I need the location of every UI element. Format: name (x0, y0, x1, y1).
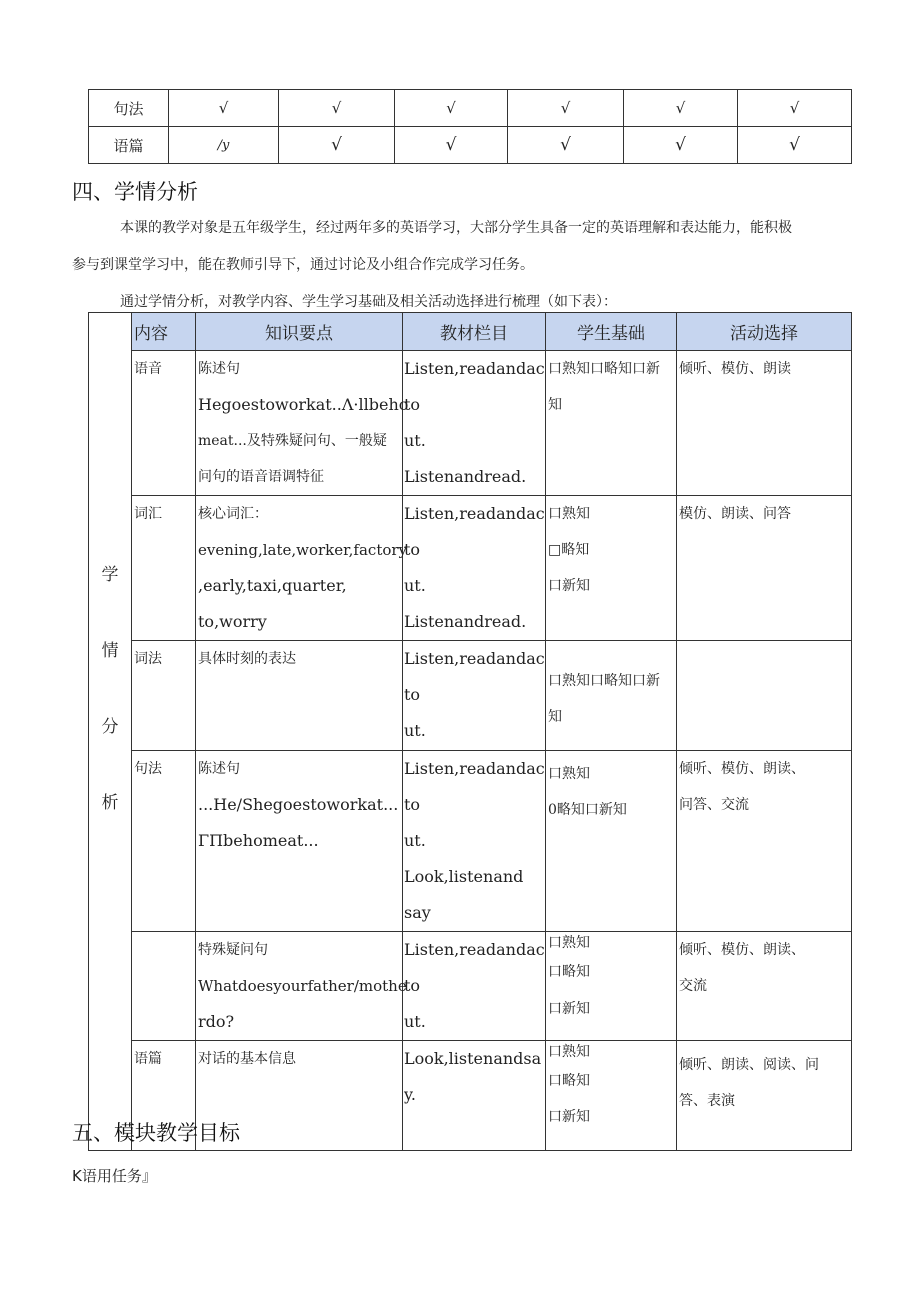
table-row (89, 751, 852, 932)
paragraph: 通过学情分析，对教学内容、学生学习基础及相关活动选择进行梳理（如下表）： (120, 294, 617, 310)
activity-line: 倾听、模仿、朗读、 (679, 761, 805, 777)
side-char: 析 (101, 793, 119, 813)
knowledge-line: Hegoestoworkat..Λ·llbeho (198, 395, 409, 414)
knowledge-line: to,worry (198, 612, 267, 631)
textbook-cell (403, 1041, 546, 1151)
table-row (89, 496, 852, 641)
knowledge-line: ,early,taxi,quarter, (198, 576, 347, 595)
activity-line: 倾听、朗读、阅读、问 (679, 1057, 819, 1073)
basis-line: 知 (548, 709, 562, 725)
row-label: 句法 (89, 90, 169, 127)
textbook-line: Listen,readandacto (404, 759, 545, 814)
textbook-line: Listen,readandacto (404, 649, 545, 704)
table-row (89, 641, 852, 751)
basis-line: 口熟知口略知口新 (548, 361, 660, 377)
table-row (89, 90, 852, 127)
basis-line: 口新知 (548, 1001, 590, 1017)
content-type: 词汇 (132, 496, 196, 641)
knowledge-cell (196, 641, 403, 751)
basis-line: 口新知 (548, 1109, 590, 1125)
check-cell: √ (624, 127, 738, 164)
basis-line: 口新知 (548, 578, 590, 594)
side-char: 学 (101, 565, 119, 585)
basis-line: □略知 (548, 542, 590, 558)
knowledge-line: meat...及特殊疑问句、一般疑 (198, 433, 387, 449)
activity-line: 答、表演 (679, 1093, 735, 1109)
header-activity: 活动选择 (677, 313, 852, 351)
basis-line: 口熟知 (548, 1044, 590, 1060)
table-row (89, 351, 852, 496)
knowledge-line: 特殊疑问句 (198, 942, 268, 958)
basis-line: 口熟知 (548, 766, 590, 782)
check-cell: √ (508, 127, 624, 164)
knowledge-line: Whatdoesyourfather/mothe (198, 977, 407, 995)
activity-line: 问答、交流 (679, 797, 749, 813)
row-label: 语篇 (89, 127, 169, 164)
knowledge-line: rdo? (198, 1012, 235, 1031)
knowledge-cell (196, 351, 409, 496)
paragraph: 本课的教学对象是五年级学生，经过两年多的英语学习，大部分学生具备一定的英语理解和表达能力，能积极 (120, 220, 792, 236)
paragraph: 参与到课堂学习中，能在教师引导下，通过讨论及小组合作完成学习任务。 (72, 257, 534, 273)
basis-line: 口熟知口略知口新 (548, 673, 660, 689)
activity-cell (677, 641, 852, 751)
knowledge-line: 对话的基本信息 (198, 1051, 296, 1067)
check-cell: √ (169, 90, 279, 127)
side-char: 分 (101, 717, 119, 737)
activity-line: 模仿、朗读、问答 (679, 506, 791, 522)
analysis-table (88, 312, 852, 1151)
check-cell: √ (395, 90, 508, 127)
knowledge-line: ΓΠbehomeat... (198, 831, 319, 850)
basis-cell (546, 932, 677, 1041)
content-type: 语篇 (132, 1041, 196, 1151)
knowledge-line: ...He/Shegoestoworkat... (198, 795, 399, 814)
sub-heading: K语用任务』 (72, 1167, 157, 1185)
top-table (88, 89, 852, 164)
basis-cell (546, 641, 677, 751)
table-row (89, 127, 852, 164)
side-label (89, 313, 132, 1151)
check-cell: √ (508, 90, 624, 127)
content-type: 句法 (132, 751, 196, 932)
textbook-cell (403, 932, 546, 1041)
knowledge-line: 核心词汇： (198, 506, 268, 522)
knowledge-cell (196, 932, 407, 1041)
basis-cell (546, 496, 677, 641)
textbook-line: Listen,readandacto (404, 504, 545, 559)
basis-line: 知 (548, 397, 562, 413)
knowledge-cell (196, 751, 403, 932)
activity-line: 倾听、模仿、朗读 (679, 361, 791, 377)
knowledge-line: evening,late,worker,factory (198, 541, 408, 559)
textbook-line: Listen,readandacto (404, 940, 545, 995)
basis-line: 口略知 (548, 1073, 590, 1089)
textbook-line: Listen,readandacto (404, 359, 545, 414)
basis-line: 口略知 (548, 964, 590, 980)
textbook-line: Look,listenand (404, 867, 524, 886)
section-heading: 四、学情分析 (72, 180, 198, 204)
activity-cell (677, 1041, 852, 1151)
side-char: 情 (101, 641, 119, 661)
textbook-line: ut. (404, 721, 426, 740)
activity-line: 倾听、模仿、朗读、 (679, 942, 805, 958)
check-cell: √ (738, 90, 852, 127)
check-cell: √ (624, 90, 738, 127)
textbook-line: say (404, 903, 431, 922)
basis-line: 口熟知 (548, 506, 590, 522)
activity-cell (677, 932, 852, 1041)
check-cell: √ (279, 127, 395, 164)
knowledge-line: 问句的语音语调特征 (198, 469, 324, 485)
knowledge-line: 陈述句 (198, 361, 240, 377)
textbook-cell (403, 641, 546, 751)
textbook-line: ut. (404, 576, 426, 595)
knowledge-line: 具体时刻的表达 (198, 651, 296, 667)
textbook-cell (403, 751, 546, 932)
check-cell: √ (279, 90, 395, 127)
header-basis: 学生基础 (546, 313, 677, 351)
basis-cell (546, 751, 677, 932)
knowledge-cell (196, 496, 408, 641)
basis-cell (546, 351, 677, 496)
activity-cell (677, 751, 852, 932)
check-cell: √ (395, 127, 508, 164)
basis-cell (546, 1041, 677, 1151)
textbook-cell (403, 351, 546, 496)
textbook-line: Listenandread. (404, 612, 527, 631)
header-textbook: 教材栏目 (403, 313, 546, 351)
header-content: 内容 (132, 313, 196, 351)
textbook-line: ut. (404, 1012, 426, 1031)
textbook-line: Look,listenandsay. (404, 1049, 542, 1104)
check-cell: √ (738, 127, 852, 164)
content-type (132, 932, 196, 1041)
textbook-line: Listenandread. (404, 467, 527, 486)
basis-line: 口熟知 (548, 935, 590, 951)
table-row (89, 932, 852, 1041)
knowledge-line: 陈述句 (198, 761, 240, 777)
header-knowledge: 知识要点 (196, 313, 403, 351)
basis-line: 0略知口新知 (548, 802, 627, 818)
activity-line: 交流 (679, 978, 707, 994)
content-type: 语音 (132, 351, 196, 496)
activity-cell (677, 496, 852, 641)
content-type: 词法 (132, 641, 196, 751)
textbook-line: ut. (404, 431, 426, 450)
section-heading: 五、模块教学目标 (72, 1121, 240, 1145)
textbook-line: ut. (404, 831, 426, 850)
check-cell: /y (169, 127, 279, 164)
textbook-cell (403, 496, 546, 641)
table-header-row (89, 313, 852, 351)
activity-cell (677, 351, 852, 496)
